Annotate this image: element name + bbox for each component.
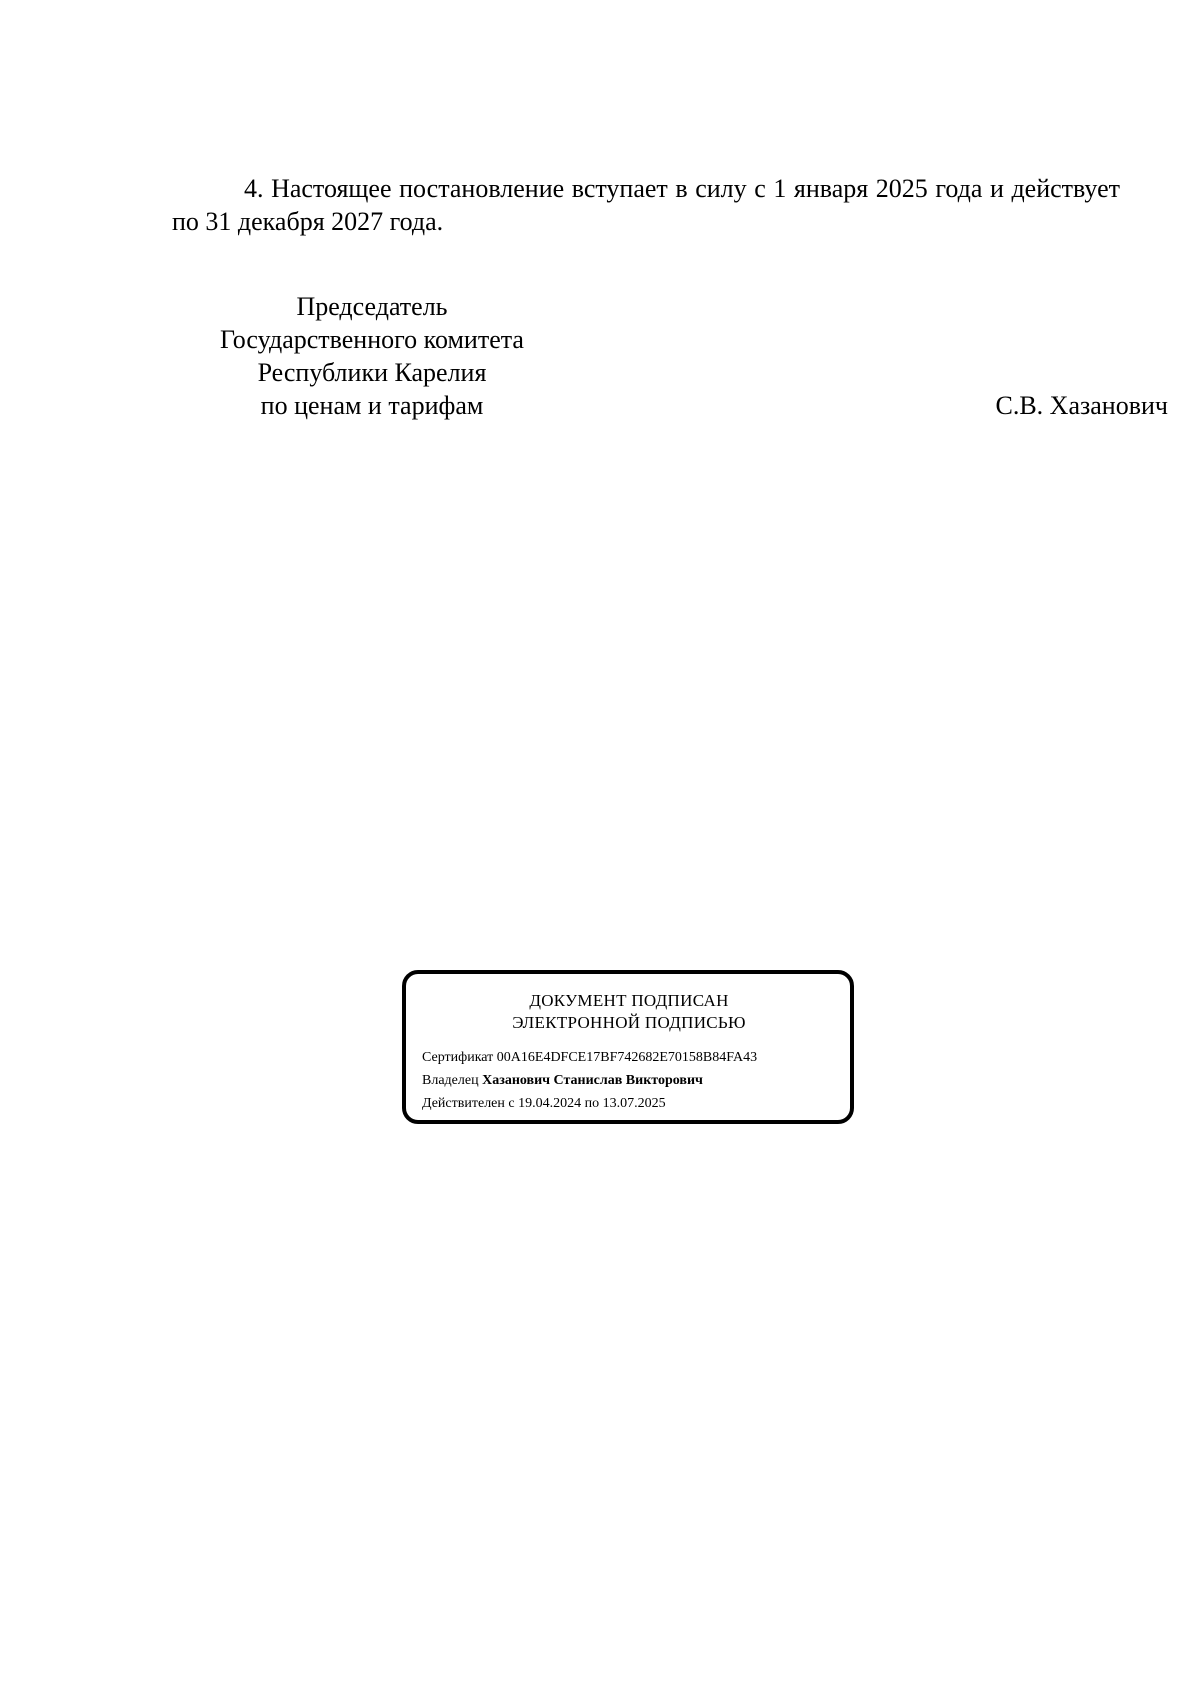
signer-position (172, 290, 572, 422)
stamp-valid-label: Действителен (422, 1096, 505, 1111)
stamp-owner-row (422, 1069, 836, 1092)
stamp-certificate-label: Сертификат (422, 1050, 494, 1065)
electronic-signature-stamp (402, 970, 854, 1124)
stamp-owner-label: Владелец (422, 1073, 479, 1088)
signer-position-line: Государственного комитета (220, 325, 524, 354)
stamp-details (422, 1046, 836, 1115)
stamp-title (422, 990, 836, 1034)
signer-name: С.В. Хазанович (995, 391, 1168, 420)
stamp-validity-row (422, 1092, 836, 1115)
stamp-valid-to: 13.07.2025 (602, 1096, 666, 1111)
stamp-title-line2: ЭЛЕКТРОННОЙ ПОДПИСЬЮ (512, 1013, 746, 1032)
stamp-certificate-row (422, 1046, 836, 1069)
stamp-title-line1: ДОКУМЕНТ ПОДПИСАН (529, 991, 729, 1010)
stamp-valid-from: 19.04.2024 (518, 1096, 582, 1111)
signer-position-line: Председатель (296, 292, 448, 321)
stamp-certificate-value: 00A16E4DFCE17BF742682E70158B84FA43 (496, 1050, 758, 1065)
stamp-owner-value: Хазанович Станислав Викторович (482, 1073, 703, 1088)
paragraph-4: 4. Настоящее постановление вступает в силу с 1 января 2025 года и действует по 31 декабря 2027 года. (172, 174, 1120, 236)
stamp-valid-from-label: с (508, 1096, 515, 1111)
stamp-valid-to-label: по (584, 1096, 600, 1111)
signer-position-line: Республики Карелия (257, 358, 487, 387)
signer-position-line: по ценам и тарифам (260, 391, 484, 420)
